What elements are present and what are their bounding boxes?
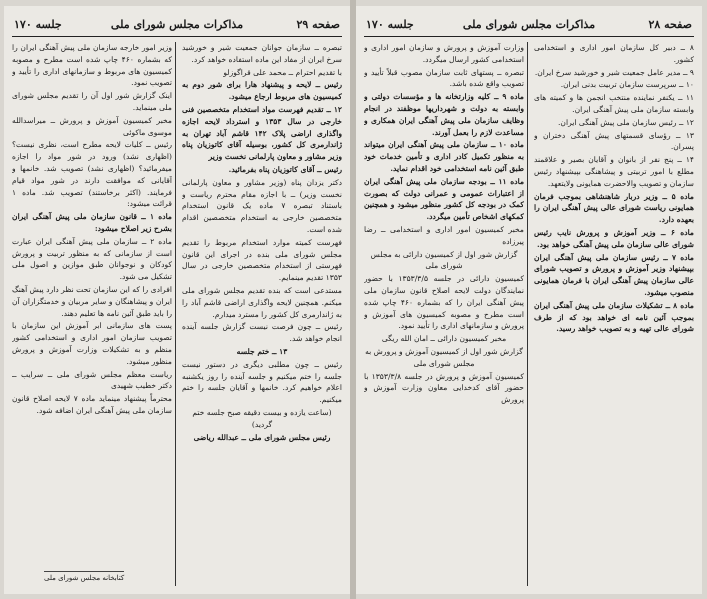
left-page [4,6,350,594]
paragraph: ۱۳ ــ رؤسای قسمتهای پیش آهنگی دختران و پسران. [534,130,694,152]
text-column-right [534,42,694,586]
text-column-left [364,42,524,586]
paragraph: رئیس مجلس شورای ملی ــ عبدالله ریاضی [193,432,331,442]
paragraph: رئیس ــ لایحه و پیشنهاد هارا برای شور دوم به کمیسیون های مربوط ارجاع میشود. [182,80,342,102]
paragraph: ماده ۱۰ ــ سازمان ملی پیش آهنگی ایران میتواند به منظور تکمیل کادر اداری و تأمین خدمات خود طبق آئین نامه استخدامی خود اقدام نماید. [364,140,524,173]
paragraph: رئیس ــ چون مطلبی دیگری در دستور نیست جلسه را ختم میکنیم و جلسه آینده را روز یکشنبه اعلام خواهیم کرد. خانمها و آقایان جلسه را ختم میکنیم. [182,359,342,405]
page-header [364,18,694,37]
paragraph: رئیس ــ چون فرصت نیست گزارش جلسه آینده انجام خواهد شد. [182,322,342,344]
paragraph: دکتر یزدان پناه (وزیر مشاور و معاون پارلمانی نخست وزیر) ــ با اجازه مقام محترم ریاست و باستناد تبصره ۷ ماده یک قانون استخدام متخصصین خارجی به استخدام متخصصین اقدام شده است. [182,177,342,234]
page-number: صفحه ۲۹ [296,18,340,31]
paragraph: تبصره ــ پستهای ثابت سازمان مصوب قبلاً تأیید و تصویب واقع شده باشد. [364,67,524,89]
session-number: جلسه ۱۷۰ [366,18,414,31]
paragraph: وزارت آموزش و پرورش و سازمان امور اداری و استخدامی کشور ارسال میگردد. [364,43,524,64]
paragraph: مستدعی است که بنده تقدیم مجلس شورای ملی میکنم. همچنین لایحه واگذاری اراضی قاشم آباد را به ژاندارمری کل کشور را مسترد میدارم. [182,285,342,319]
paragraph: گزارش شور اول از کمیسیون آموزش و پرورش به مجلس شورای ملی [365,346,523,368]
paragraph: ماده ۶ ــ وزیر آموزش و پرورش نایب رئیس شورای عالی سازمان ملی پیش آهنگی خواهد بود. [534,227,694,249]
paragraph: ۱۰ ــ سرپرست سازمان تربیت بدنی ایران. [560,80,694,90]
paragraph: محترماً پیشنهاد مینماید ماده ۷ لایحه اصلاح قانون سازمان ملی پیش آهنگی ایران اضافه شود. [12,394,172,415]
paragraph: ۱۱ ــ یکنفر نماینده منتخب انجمن ها و کمیته های وابسته سازمان ملی پیش آهنگی ایران. [534,93,694,114]
page-number: صفحه ۲۸ [648,18,692,31]
paragraph: ۱۴ ــ پنج نفر از بانوان و آقایان بصیر و علاقمند مطلع با امور تربیتی و پیشاهنگی بپیشنهاد رئیس سازمان و تصویب والاحضرت همایونی ولایتعهد. [534,155,694,188]
paragraph: وزیر امور خارجه سازمان ملی پیش آهنگی ایران را که بشماره ۴۶۰ چاپ شده است مطرح و مصوبه کمیسیون های مربوط و سازمانهای اداری را تأیید و تصویب نمود. [12,43,172,88]
paragraph: با تقدیم احترام ــ محمد علی قراگوزلو [223,67,342,77]
page-title: مذاکرات مجلس شورای ملی [462,18,596,31]
paragraph: اینک گزارش شور اول آن را تقدیم مجلس شورای ملی مینماید. [12,91,172,112]
paragraph: ماده ۷ ــ رئیس سازمان ملی پیش آهنگی ایران بپیشنهاد وزیر آموزش و پرورش و تصویب شورای عالی سازمان پیش آهنگی ایران با فرمان همایونی منصوب میشود. [534,252,694,297]
paragraph: رئیس ــ کلیات لایحه مطرح است، نظری نیست؟ (اظهاری نشد) ورود در شور مواد را اجازه میفرمائید؟ (اظهاری نشد) تصویب شد. خانمها و آقایانی که موافقت دارند در شور مواد قیام فرمایند. (اکثر برخاستند) تصویب شد. ماده ۱ قرائت میشود: [12,140,172,209]
paragraph: فهرست کمیته موارد استخدام مربوط را تقدیم مجلس شورای ملی بنده در اجرای این قانون فهرستی از استخدام متخصصین خارجی در سال ۱۳۵۳ تقدیم مینمایم. [182,237,342,283]
text-column-left [12,42,172,586]
paragraph: گزارش شور اول از کمیسیون دارائی به مجلس شورای ملی [370,249,518,271]
paragraph: ماده ۸ ــ تشکیلات سازمان ملی پیش آهنگی ایران بموجب آئین نامه ای خواهد بود که از طرف شورای عالی تهیه و به تصویب خواهد رسید. [534,300,694,334]
paragraph: (ساعت یازده و بیست دقیقه صبح جلسه ختم گردید) [192,407,332,429]
page-header [12,18,342,37]
paragraph: ماده ۲ ــ سازمان ملی پیش آهنگی ایران عبارت است از سازمانی که به منظور تربیت و پرورش کودکان و نوجوانان طبق موازین و اصول ملی تشکیل می شود. [12,236,172,282]
column-divider [175,42,176,586]
paragraph: مخبر کمیسیون آموزش و پرورش ــ میراسدالله موسوی ماکوئی [12,115,172,137]
paragraph: ماده ۹ ــ کلیه وزارتخانه ها و مؤسسات دولتی و وابسته به دولت و شهرداریها موظفند در انجام وظایف سازمان ملی پیش آهنگی ایران همکاری و مساعدت لازم را بعمل آورند. [364,92,524,137]
paragraph: مخبر کمیسیون امور اداری و استخدامی ــ رضا پیرزاده [364,224,524,246]
paragraph: تبصره ــ سازمان جوانان جمعیت شیر و خورشید سرخ ایران از مفاد این ماده استفاده خواهد کرد. [182,43,342,64]
column-divider [527,42,528,586]
paragraph: پست های سازمانی ابر آموزش این سازمان با تصویب سازمان امور اداری و استخدامی کشور منظم و به تشکیلات وزارت آموزش و پرورش منظور میشود. [12,321,172,366]
paragraph: ماده ۱ ــ قانون سازمان ملی پیش آهنگی ایران بشرح زیر اصلاح میشود: [12,212,172,233]
text-column-right [182,42,342,586]
paragraph: ۱۲ ــ تقدیم فهرست مواد استخدام متخصصین فنی خارجی در سال ۱۳۵۳ و استرداد لایحه اجازه واگذاری اراضی پلاک ۱۴۲ قاشم آباد تهران به ژاندارمری کل کشور، بوسیله آقای کاتوزیان پناه وزیر مشاور و معاون پارلمانی نخست وزیر [182,104,342,162]
paragraph: ماده ۵ ــ وزیر دربار شاهنشاهی بموجب فرمان همایونی ریاست شورای عالی پیش آهنگی ایران را بعهده دارد. [534,191,694,225]
paragraph: ۱۳ ــ ختم جلسه [236,346,288,356]
paragraph: ۱۲ ــ رئیس سازمان ملی پیش آهنگی ایران. [557,117,694,127]
paragraph: کمیسیون دارائی در جلسه ۱۳۵۳/۳/۵ با حضور نمایندگان دولت لایحه اصلاح قانون سازمان ملی پیش آهنگی ایران را که بشماره ۴۶۰ چاپ شده است مطرح و مصوبه کمیسیون های آموزش و پرورش و سازمانهای اداری را تأیید نمود. [364,274,524,331]
paragraph: ماده ۱۱ ــ بودجه سازمان ملی پیش آهنگی ایران از اعتبارات عمومی و عمرانی دولت که بصورت کمک در بودجه کل کشور منظور میشود و همچنین کمکهای اشخاص تأمین میگردد. [364,176,524,222]
paragraph: مخبر کمیسیون دارائی ــ امان الله ریگی [381,334,507,344]
paragraph: افرادی را که این سازمان تحت نظر دارد پیش آهنگ ایران و پیشاهنگان و سایر مربیان و خدمتگزاران آن را باید طبق آئین نامه ها تعلیم دهند. [12,284,172,318]
paragraph: ۸ ــ دبیر کل سازمان امور اداری و استخدامی کشور. [534,43,694,64]
paragraph: ریاست معظم مجلس شورای ملی ــ سرایب ــ دکتر خطیب شهیدی [12,369,172,391]
library-stamp: کتابخانه مجلس شورای ملی [44,571,124,582]
paragraph: کمیسیون آموزش و پرورش در جلسه ۱۳۵۳/۳/۸ با حضور آقای کدخدایی معاون وزارت آموزش و پرورش [364,371,524,405]
session-number: جلسه ۱۷۰ [14,18,62,31]
page-title: مذاکرات مجلس شورای ملی [110,18,244,31]
right-page [356,6,702,594]
paragraph: ۹ ــ مدیر عامل جمعیت شیر و خورشید سرخ ایران. [534,67,694,77]
paragraph: رئیس ــ آقای کاتوزیان پناه بفرمائید. [228,164,342,174]
